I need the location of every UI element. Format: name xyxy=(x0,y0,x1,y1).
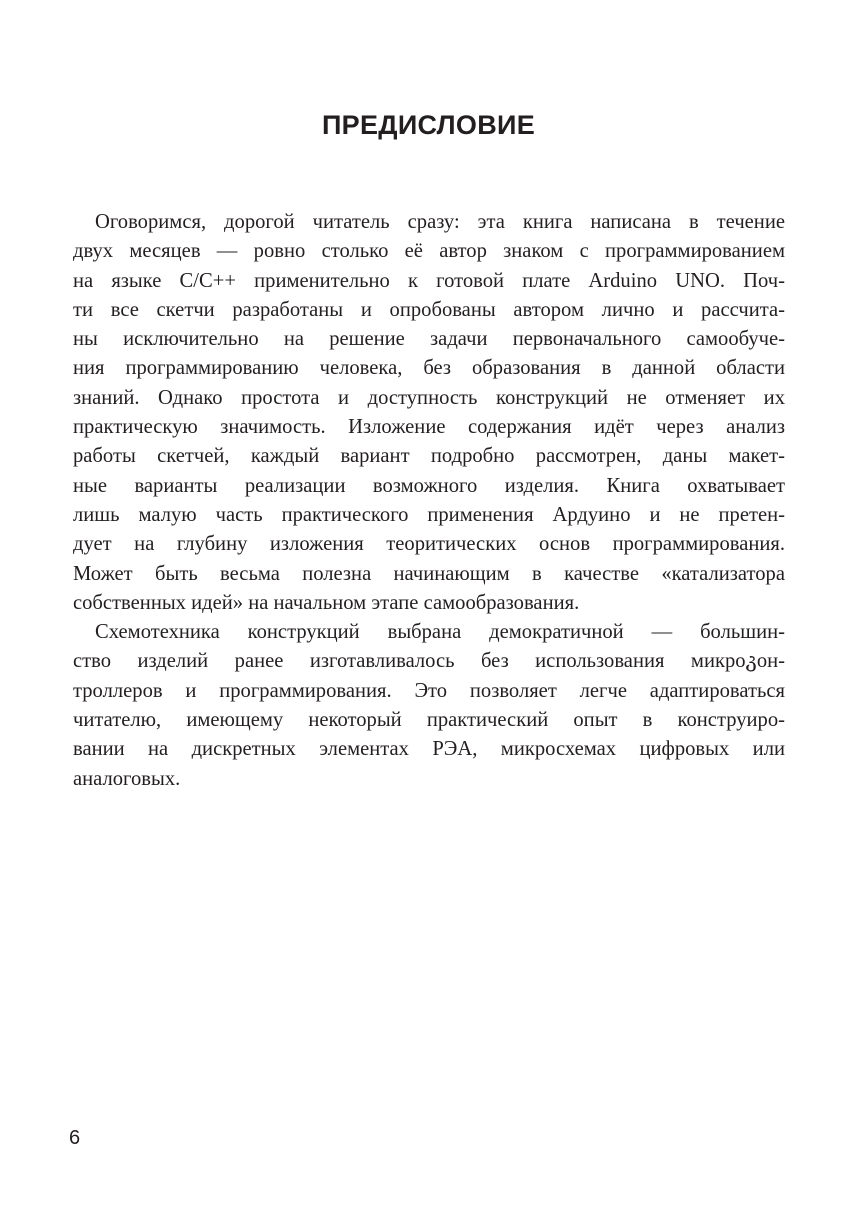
paragraph xyxy=(73,618,785,794)
paragraph xyxy=(73,208,785,618)
text-line: ния программированию человека, без образования в данной области xyxy=(73,357,785,380)
text-line: Оговоримся, дорогой читатель сразу: эта книга написана в течение xyxy=(95,211,785,233)
text-line: практическую значимость. Изложение содержания идёт через анализ xyxy=(73,416,785,439)
text-line: ные варианты реализации возможного изделия. Книга охватывает xyxy=(73,474,785,497)
text-line: собственных идей» на начальном этапе самообразования. xyxy=(73,591,580,614)
text-line: дует на глубину изложения теоритических основ программирования. xyxy=(73,533,785,556)
text-line: читателю, имеющему некоторый практический опыт в конструиро- xyxy=(73,709,785,732)
text-line: троллеров и программирования. Это позволяет легче адаптироваться xyxy=(73,679,785,702)
text-line: ны исключительно на решение задачи первоначального самообуче- xyxy=(73,328,785,351)
text-line: лишь малую часть практического применения Ардуино и не претен- xyxy=(73,503,785,526)
text-line: Может быть весьма полезна начинающим в качестве «катализатора xyxy=(73,562,785,585)
page-title: ПРЕДИСЛОВИЕ xyxy=(321,110,536,140)
text-line: двух месяцев — ровно столько её автор знаком с программированием xyxy=(73,240,785,263)
page-number: 6 xyxy=(69,1127,81,1149)
text-line: на языке C/C++ применительно к готовой плате Arduino UNO. Поч- xyxy=(73,269,785,292)
text-line: ти все скетчи разработаны и опробованы автором лично и рассчита- xyxy=(73,298,785,321)
text-line: вании на дискретных элементах РЭА, микросхемах цифровых или xyxy=(73,738,785,761)
text-line: Схемотехника конструкций выбрана демократичной — большин- xyxy=(95,621,785,644)
text-line: знаний. Однако простота и доступность конструкций не отменяет их xyxy=(73,386,785,409)
text-line: ство изделий ранее изготавливалось без использования микроკон- xyxy=(73,650,785,673)
text-line: аналоговых. xyxy=(73,767,181,790)
body-text xyxy=(73,208,785,794)
text-line: работы скетчей, каждый вариант подробно рассмотрен, даны макет- xyxy=(73,445,785,468)
